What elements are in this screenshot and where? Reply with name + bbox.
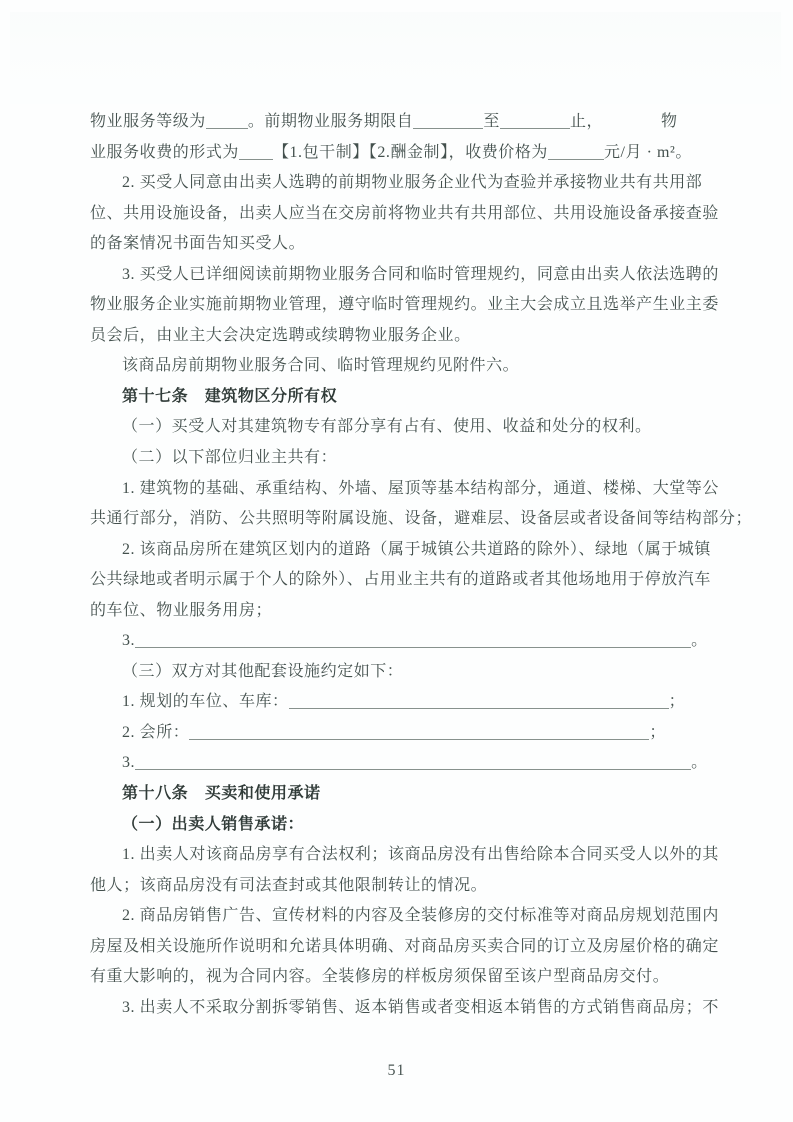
text-line: [90, 626, 730, 657]
text-line: [90, 901, 730, 932]
text-line: [90, 718, 730, 749]
text-segment: 他人；该商品房没有司法查封或其他限制转让的情况。: [90, 876, 488, 894]
text-line: [90, 932, 730, 963]
article-17-heading: [90, 382, 730, 413]
text-segment: 1. 建筑物的基础、承重结构、外墙、屋顶等基本结构部分，通道、楼梯、大堂等公: [122, 479, 719, 497]
text-segment: （一）出卖人销售承诺：: [122, 815, 305, 833]
text-line: [90, 871, 730, 902]
text-segment: 员会后，由业主大会决定选聘或续聘物业服务企业。: [90, 326, 471, 344]
blank-field: [239, 147, 273, 160]
text-line: [90, 199, 730, 230]
text-segment: 业服务收费的形式为: [90, 143, 239, 161]
text-line: [90, 412, 730, 443]
blank-field: [135, 635, 691, 648]
text-line: [90, 565, 730, 596]
text-segment: 。前期物业服务期限自: [247, 113, 414, 130]
text-line: [90, 321, 730, 352]
text-segment: 至: [483, 113, 500, 130]
text-segment: 。: [691, 632, 708, 650]
text-line: [90, 748, 730, 779]
text-segment: （一）买受人对其建筑物专有部分享有占有、使用、收益和处分的权利。: [122, 418, 652, 436]
text-line: [90, 535, 730, 566]
text-segment: 公共绿地或者明示属于个人的除外）、占用业主共有的道路或者其他场地用于停放汽车: [90, 571, 711, 589]
scan-texture-band: [10, 12, 781, 104]
text-segment: 3.: [122, 632, 136, 650]
text-segment: 1. 出卖人对该商品房享有合法权利；该商品房没有出售给除本合同买受人以外的其: [122, 846, 719, 864]
text-segment: 物业服务企业实施前期物业管理，遵守临时管理规约。业主大会成立且选举产生业主委: [90, 296, 719, 314]
text-segment: 止，: [569, 113, 604, 130]
text-segment: 2. 会所：: [122, 723, 190, 741]
blank-field: [135, 757, 691, 770]
text-segment: （二）以下部位归业主共有：: [122, 449, 338, 467]
text-segment: 第十七条 建筑物区分所有权: [122, 387, 338, 405]
blank-field: [413, 116, 483, 129]
text-line: [90, 687, 730, 718]
text-segment: 该商品房前期物业服务合同、临时管理规约见附件六。: [122, 357, 520, 375]
text-segment: 物: [661, 113, 678, 130]
text-line: [90, 993, 730, 1024]
blank-field: [206, 116, 248, 129]
text-segment: 3. 出卖人不采取分割拆零销售、返本销售或者变相返本销售的方式销售商品房；不: [122, 998, 719, 1016]
text-segment: 。: [691, 754, 708, 772]
text-line: [90, 657, 730, 688]
text-segment: 的备案情况书面告知买受人。: [90, 235, 306, 253]
text-line: [90, 168, 730, 199]
blank-field: [500, 116, 570, 129]
blank-field: [289, 696, 669, 709]
text-line: [90, 840, 730, 871]
text-segment: 2. 商品房销售广告、宣传材料的内容及全装修房的交付标准等对商品房规划范围内: [122, 907, 719, 925]
blank-field: [189, 727, 649, 740]
text-line: [90, 443, 730, 474]
text-line: [90, 290, 730, 321]
text-line: [90, 596, 730, 627]
text-segment: 第十八条 买卖和使用承诺: [122, 785, 321, 803]
text-segment: 1. 规划的车位、车库：: [122, 693, 289, 711]
text-line: [90, 474, 730, 505]
text-line: [90, 260, 730, 291]
text-segment: 【1.包干制】【2.酬金制】，收费价格为: [272, 143, 548, 161]
seller-promise-subheading: [90, 810, 730, 841]
text-segment: 的车位、物业服务用房；: [90, 601, 273, 619]
text-segment: 物业服务等级为: [90, 113, 206, 130]
text-segment: 3.: [122, 754, 136, 772]
text-segment: 房屋及相关设施所作说明和允诺具体明确、对商品房买卖合同的订立及房屋价格的确定: [90, 937, 719, 955]
text-segment: 3. 买受人已详细阅读前期物业服务合同和临时管理规约，同意由出卖人依法选聘的: [122, 265, 719, 283]
text-line: [90, 138, 730, 169]
text-segment: 2. 该商品房所在建筑区划内的道路（属于城镇公共道路的除外）、绿地（属于城镇: [122, 540, 711, 558]
text-segment: ；: [649, 723, 666, 741]
page-number: 51: [387, 1062, 406, 1079]
text-segment: 位、共用设施设备，出卖人应当在交房前将物业共有共用部位、共用设施设备承接查验: [90, 204, 719, 222]
text-segment: ；: [668, 693, 686, 711]
text-line: [90, 504, 753, 535]
text-line: [90, 229, 730, 260]
text-line: [90, 962, 730, 993]
text-segment: 有重大影响的，视为合同内容。全装修房的样板房须保留至该户型商品房交付。: [90, 968, 670, 986]
text-segment: （三）双方对其他配套设施约定如下：: [122, 662, 404, 680]
text-line: [90, 107, 730, 138]
text-segment: 共通行部分，消防、公共照明等附属设施、设备，避难层、设备层或者设备间等结构部分；: [90, 510, 753, 528]
text-segment: 2. 买受人同意由出卖人选聘的前期物业服务企业代为查验并承接物业共有共用部: [122, 174, 703, 192]
blank-field: [548, 147, 604, 160]
article-18-heading: [90, 779, 730, 810]
text-line: [90, 351, 730, 382]
document-content: [90, 107, 753, 1023]
text-segment: 元/月 · m²。: [603, 143, 692, 161]
